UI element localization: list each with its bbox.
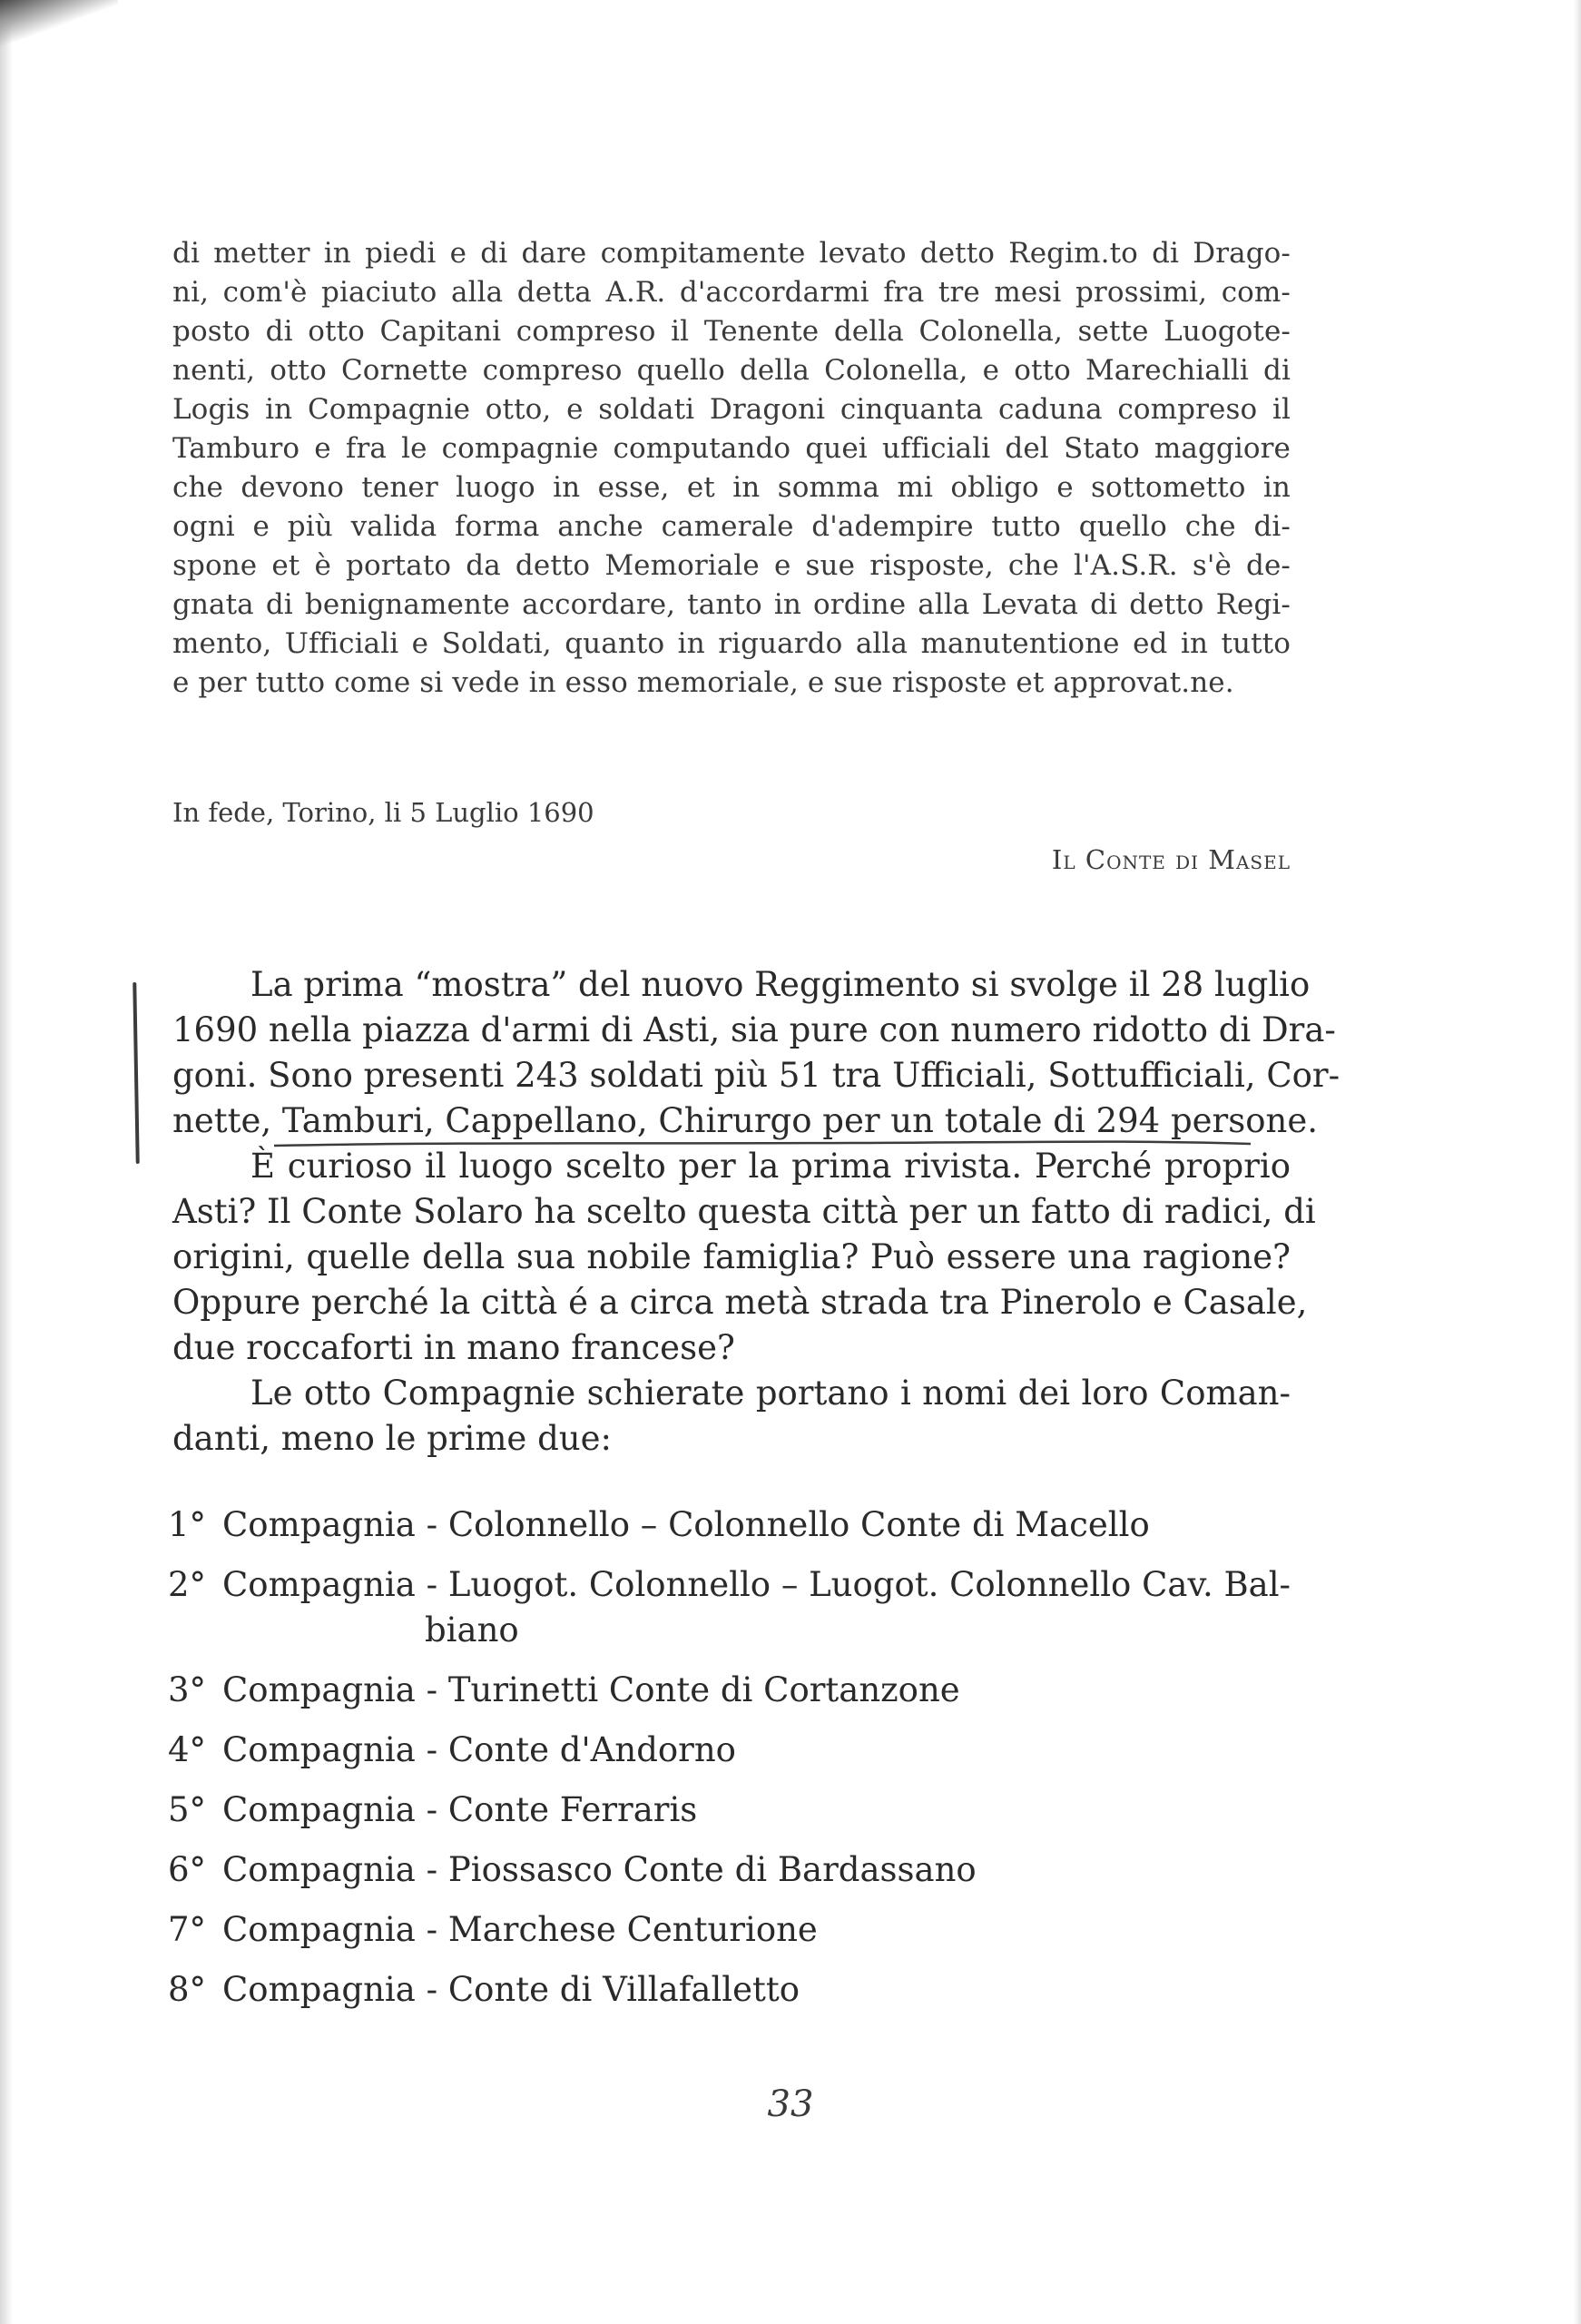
company-item bbox=[168, 1668, 1293, 1713]
company-label-continuation: biano bbox=[425, 1610, 519, 1649]
company-item bbox=[168, 1907, 1293, 1953]
body-line: 1690 nella piazza d'armi di Asti, sia pure con numero ridotto di Dra- bbox=[172, 1010, 1336, 1049]
body-line: Le otto Compagnie schierate portano i nomi dei loro Coman- bbox=[250, 1374, 1291, 1413]
company-number: 5° bbox=[168, 1790, 207, 1829]
company-number: 7° bbox=[168, 1910, 207, 1949]
body-line: danti, meno le prime due: bbox=[172, 1419, 612, 1458]
quote-line: ni, com'è piaciuto alla detta A.R. d'accordarmi fra tre mesi prossimi, com- bbox=[172, 276, 1291, 309]
quote-dateline: In fede, Torino, li 5 Luglio 1690 bbox=[172, 797, 594, 828]
company-number: 4° bbox=[168, 1730, 207, 1769]
body-line: due roccaforti in mano francese? bbox=[172, 1328, 735, 1367]
company-label: Compagnia - Conte Ferraris bbox=[222, 1790, 698, 1829]
quote-line: spone et è portato da detto Memoriale e sue risposte, che l'A.S.R. s'è de- bbox=[172, 549, 1291, 582]
quote-line: Tamburo e fra le compagnie computando quei ufficiali del Stato maggiore bbox=[172, 432, 1291, 465]
quote-line: posto di otto Capitani compreso il Tenente della Colonella, sette Luogote- bbox=[172, 315, 1291, 348]
body-line: nette, Tamburi, Cappellano, Chirurgo per un totale di 294 persone. bbox=[172, 1101, 1318, 1140]
company-label: Compagnia - Marchese Centurione bbox=[222, 1910, 818, 1949]
company-number: 8° bbox=[168, 1970, 207, 2009]
body-line: Oppure perché la città é a circa metà strada tra Pinerolo e Casale, bbox=[172, 1283, 1308, 1322]
company-number: 3° bbox=[168, 1670, 207, 1709]
company-item bbox=[168, 1502, 1293, 1548]
quote-line: Logis in Compagnie otto, e soldati Dragoni cinquanta caduna compreso il bbox=[172, 393, 1291, 426]
handwritten-underline bbox=[272, 1133, 1252, 1155]
company-label: Compagnia - Piossasco Conte di Bardassano bbox=[222, 1850, 977, 1889]
quote-line: mento, Ufficiali e Soldati, quanto in riguardo alla manutentione ed in tutto bbox=[172, 627, 1291, 660]
quote-line: ogni e più valida forma anche camerale d'adempire tutto quello che di- bbox=[172, 510, 1291, 543]
company-label: Compagnia - Turinetti Conte di Cortanzone bbox=[222, 1670, 960, 1709]
quote-signature: Il Conte di Masel bbox=[1051, 844, 1291, 875]
company-number: 6° bbox=[168, 1850, 207, 1889]
company-number: 2° bbox=[168, 1565, 207, 1604]
handwritten-margin-bracket bbox=[133, 982, 139, 1164]
company-label: Compagnia - Conte di Villafalletto bbox=[222, 1970, 800, 2009]
company-list bbox=[168, 1502, 1293, 2027]
quote-line: gnata di benignamente accordare, tanto in ordine alla Levata di detto Regi- bbox=[172, 588, 1291, 621]
company-label: Compagnia - Luogot. Colonnello – Luogot. Colonnello Cav. Bal- bbox=[222, 1565, 1291, 1604]
body-line: La prima “mostra” del nuovo Reggimento si svolge il 28 luglio bbox=[250, 965, 1311, 1004]
company-label: Compagnia - Conte d'Andorno bbox=[222, 1730, 736, 1769]
page-number: 33 bbox=[767, 2083, 814, 2125]
body-line: origini, quelle della sua nobile famiglia? Può essere una ragione? bbox=[172, 1237, 1291, 1276]
company-item bbox=[168, 1967, 1293, 2013]
company-item bbox=[168, 1728, 1293, 1773]
body-line: È curioso il luogo scelto per la prima rivista. Perché proprio bbox=[250, 1147, 1291, 1186]
quote-line: nenti, otto Cornette compreso quello della Colonella, e otto Marechialli di bbox=[172, 354, 1291, 387]
quote-line: di metter in piedi e di dare compitamente levato detto Regim.to di Drago- bbox=[172, 237, 1291, 270]
quoted-document bbox=[172, 234, 1291, 703]
company-item bbox=[168, 1787, 1293, 1833]
company-item bbox=[168, 1847, 1293, 1893]
company-label: Compagnia - Colonnello – Colonnello Conte di Macello bbox=[222, 1505, 1150, 1544]
body-text bbox=[172, 962, 1340, 1462]
body-line: goni. Sono presenti 243 soldati più 51 tra Ufficiali, Sottufficiali, Cor- bbox=[172, 1056, 1340, 1095]
company-number: 1° bbox=[168, 1505, 207, 1544]
body-line: Asti? Il Conte Solaro ha scelto questa città per un fatto di radici, di bbox=[172, 1192, 1316, 1231]
quote-line: e per tutto come si vede in esso memoriale, e sue risposte et approvat.ne. bbox=[172, 666, 1234, 699]
company-item bbox=[168, 1562, 1293, 1653]
quote-line: che devono tener luogo in esse, et in somma mi obligo e sottometto in bbox=[172, 471, 1291, 504]
